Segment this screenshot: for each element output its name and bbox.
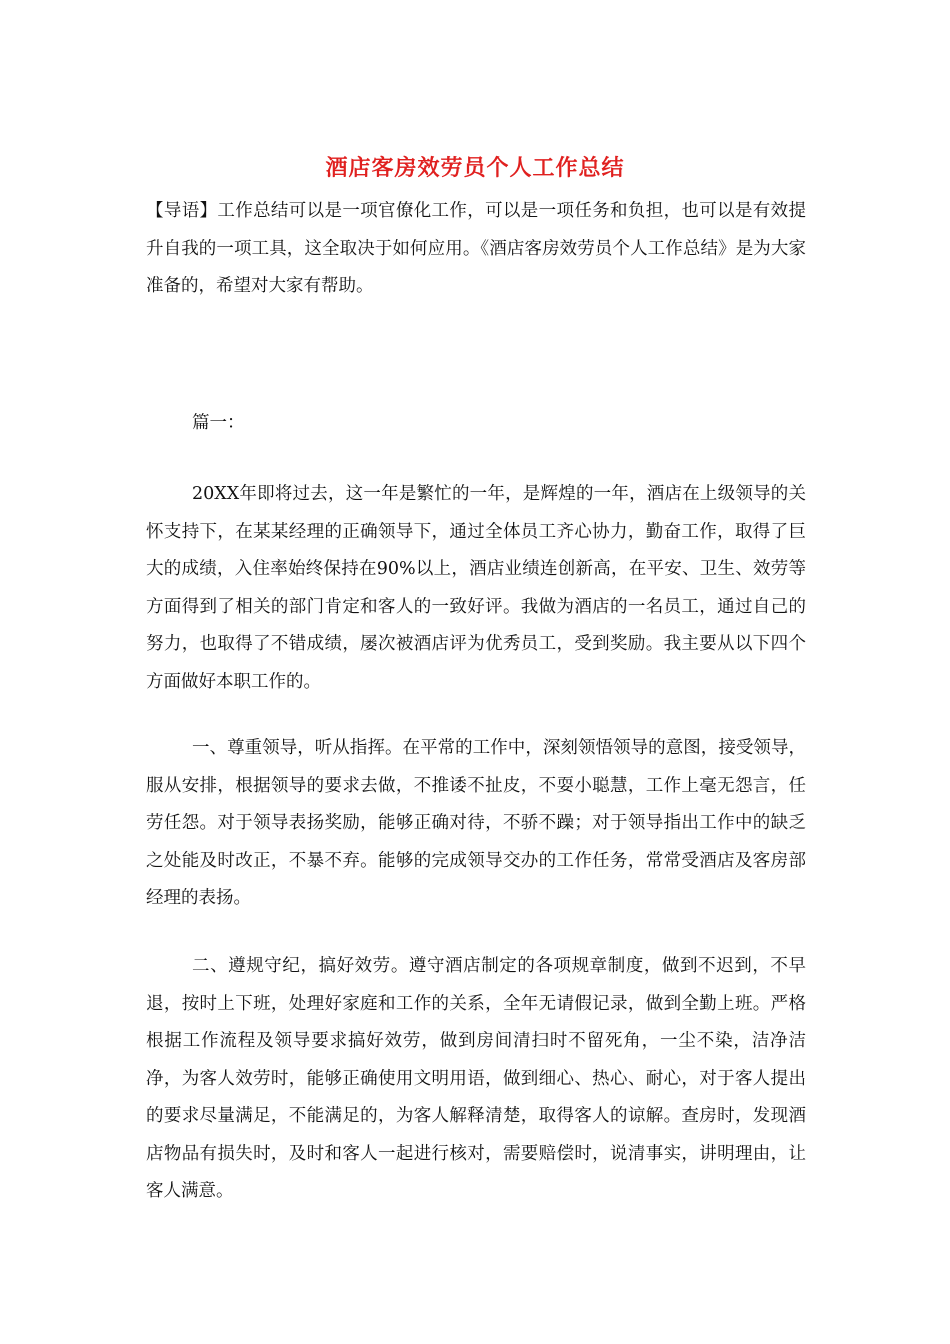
body-paragraph: 二、遵规守纪，搞好效劳。遵守酒店制定的各项规章制度，做到不迟到，不早退，按时上下班，处理好家庭和工作的关系，全年无请假记录，做到全勤上班。严格根据工作流程及领导要求搞好效劳，做到房间清扫时不留死角，一尘不染，洁净洁净，为客人效劳时，能够正确使用文明用语，做到细心、热心、耐心，对于客人提出的要求尽量满足，不能满足的，为客人解释清楚，取得客人的谅解。查房时，发现酒店物品有损失时，及时和客人一起进行核对，需要赔偿时，说清事实，讲明理由，让客人满意。 (146, 956, 806, 1201)
intro-paragraph: 【导语】工作总结可以是一项官僚化工作，可以是一项任务和负担，也可以是有效提升自我的一项工具，这全取决于如何应用。《酒店客房效劳员个人工作总结》是为大家准备的，希望对大家有帮助。 (146, 201, 806, 296)
document-title: 酒店客房效劳员个人工作总结 (325, 155, 625, 181)
section-label: 篇一： (192, 413, 245, 433)
body-paragraph: 20XX年即将过去，这一年是繁忙的一年，是辉煌的一年，酒店在上级领导的关怀支持下，在某某经理的正确领导下，通过全体员工齐心协力，勤奋工作，取得了巨大的成绩，入住率始终保持在90%以上，酒店业绩连创新高，在平安、卫生、效劳等方面得到了相关的部门肯定和客人的一致好评。我做为酒店的一名员工，通过自己的努力，也取得了不错成绩，屡次被酒店评为优秀员工，受到奖励。我主要从以下四个方面做好本职工作的。 (146, 484, 806, 692)
body-paragraph: 一、尊重领导，听从指挥。在平常的工作中，深刻领悟领导的意图，接受领导，服从安排，根据领导的要求去做，不推诿不扯皮，不耍小聪慧，工作上毫无怨言，任劳任怨。对于领导表扬奖励，能够正确对待，不骄不躁；对于领导指出工作中的缺乏之处能及时改正，不暴不弃。能够的完成领导交办的工作任务，常常受酒店及客房部经理的表扬。 (146, 738, 806, 908)
